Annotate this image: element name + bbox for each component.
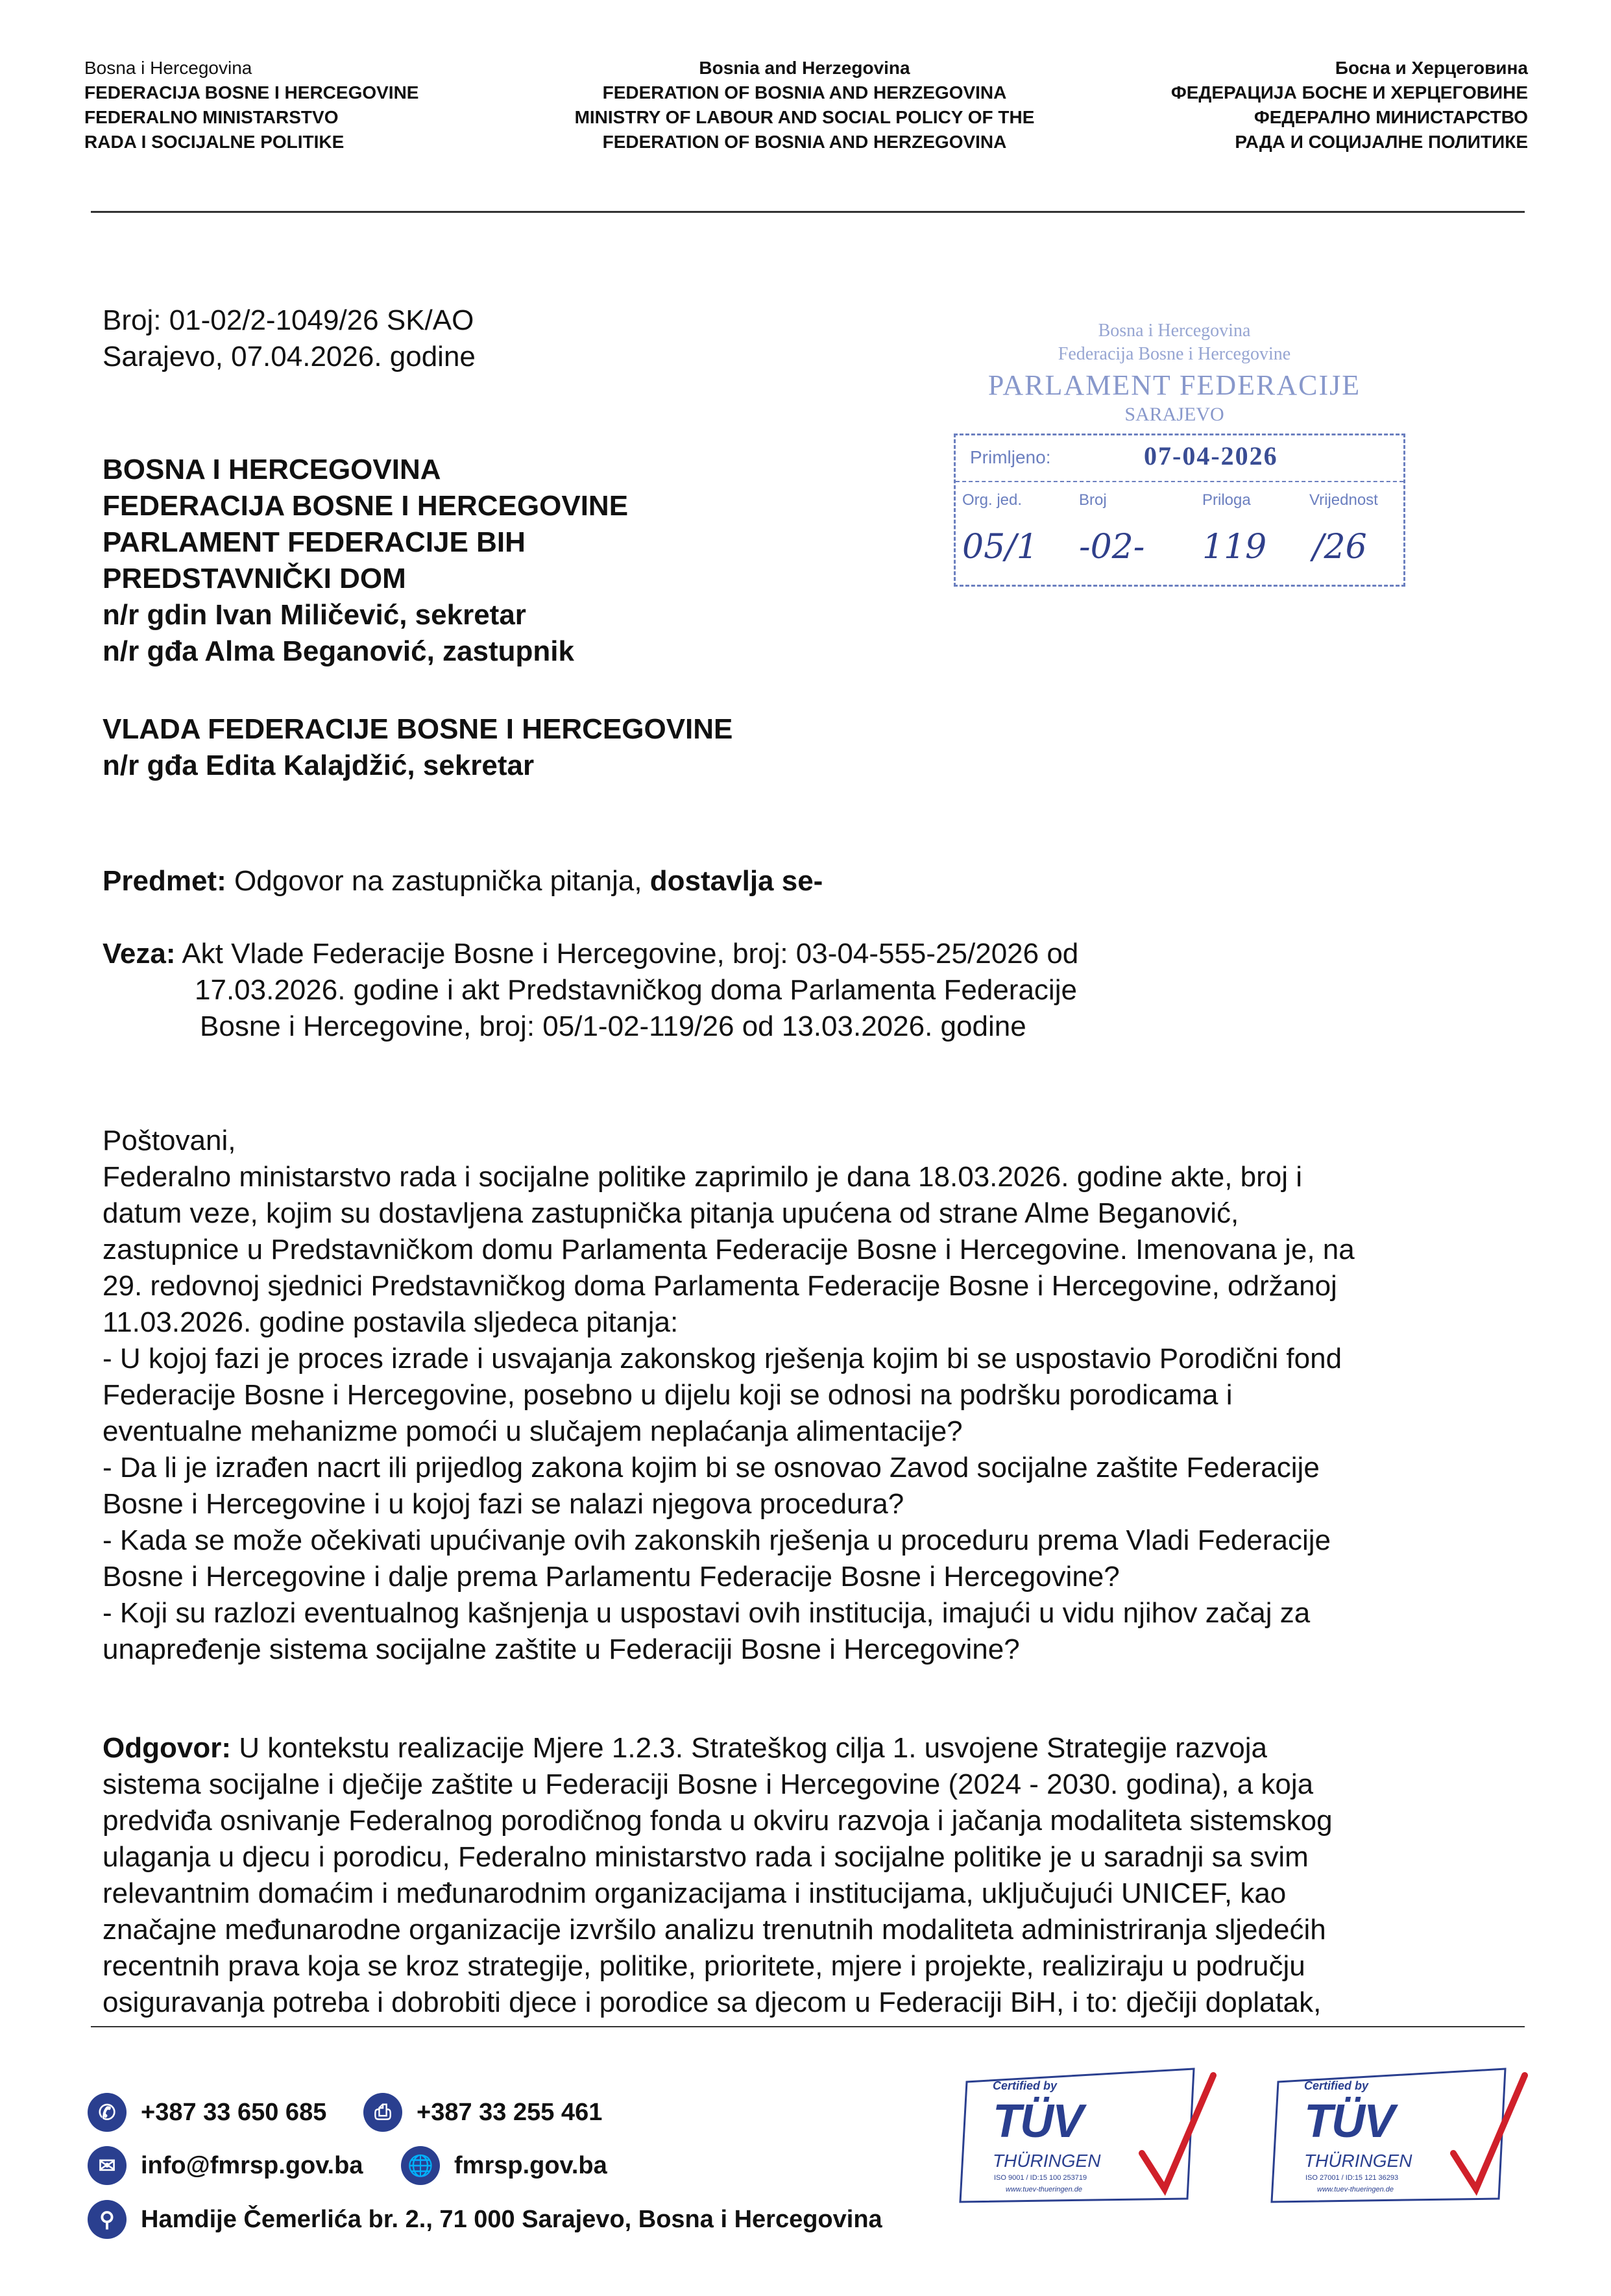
question-line: - Da li je izrađen nacrt ili prijedlog zakona kojim bi se osnovao Zavod socijalne zaštite Federacije (103, 1452, 1320, 1484)
answer-line: predviđa osnivanje Federalnog porodičnog fonda u okviru razvoja i jačanja modaliteta sistemskog (103, 1805, 1333, 1837)
recipients-group-1 (103, 452, 628, 670)
question-line: unapređenje sistema socijalne zaštite u Federaciji Bosne i Hercegovine? (103, 1633, 1020, 1665)
salutation: Poštovani, (103, 1125, 236, 1156)
header-center-line: FEDERATION OF BOSNIA AND HERZEGOVINA (602, 82, 1007, 103)
stamp-hand-broj: -02- (1079, 528, 1145, 567)
stamp-received-label: Primljeno: (970, 447, 1051, 467)
footer-phone-text: +387 33 650 685 (141, 2098, 327, 2126)
fax-icon: ⎙ (363, 2093, 402, 2132)
tuv-logo: TÜV (1304, 2095, 1394, 2147)
intro-line: Federalno ministarstvo rada i socijalne politike zaprimilo je dana 18.03.2026. godine akte, broj i (103, 1161, 1303, 1193)
footer-divider (91, 2026, 1525, 2027)
header-center-line: MINISTRY OF LABOUR AND SOCIAL POLICY OF THE (574, 107, 1035, 127)
header-left-line: RADA I SOCIJALNE POLITIKE (84, 132, 345, 152)
footer-address (88, 2200, 882, 2239)
intro-line: 11.03.2026. godine postavila sljedeca pitanja: (103, 1306, 679, 1338)
subject-label: Predmet: (103, 865, 226, 897)
parliament-stamp (947, 318, 1401, 591)
recipient-line: FEDERACIJA BOSNE I HERCEGOVINE (103, 490, 629, 522)
recipient-line: n/r gđa Edita Kalajdžić, sekretar (103, 750, 535, 781)
subject-bold: dostavlja se- (649, 865, 823, 897)
footer-fax (363, 2093, 602, 2132)
veza-line: Bosne i Hercegovine, broj: 05/1-02-119/26 od 13.03.2026. godine (200, 1010, 1026, 1042)
stamp-col-vrijednost: Vrijednost (1309, 491, 1378, 509)
footer-address-text: Hamdije Čemerlića br. 2., 71 000 Sarajevo, Bosna i Hercegovina (141, 2205, 882, 2233)
location-pin-icon: ⚲ (88, 2200, 127, 2239)
subject-line (103, 863, 823, 899)
cert-name: THÜRINGEN (1304, 2151, 1412, 2171)
cert-top: Certified by (993, 2079, 1058, 2092)
question-line: - Koji su razlozi eventualnog kašnjenja u uspostavi ovih institucija, imajući u vidu njihov začaj za (103, 1597, 1311, 1629)
tuv-badge-graphic (1259, 2056, 1531, 2212)
footer-web-text[interactable]: fmrsp.gov.ba (454, 2151, 607, 2179)
globe-icon: 🌐 (401, 2146, 440, 2185)
answer-line: osiguravanja potreba i dobrobiti djece i porodice sa djecom u Federaciji BiH, i to: dječiji doplatak, (103, 1986, 1322, 2018)
answer-line: ulaganja u djecu i porodicu, Federalno ministarstvo rada i socijalne politike je u saradnji sa svim (103, 1841, 1309, 1873)
reference-number: Broj: 01-02/2-1049/26 SK/AO (103, 304, 474, 336)
question-line: Bosne i Hercegovine i u kojoj fazi se nalazi njegova procedura? (103, 1488, 904, 1520)
answer-label: Odgovor: (103, 1732, 231, 1764)
header-right-line: ФЕДЕРАЦИЈА БОСНЕ И ХЕРЦЕГОВИНЕ (1170, 82, 1528, 103)
cert-top: Certified by (1304, 2079, 1369, 2092)
cert-url: www.tuev-thueringen.de (1006, 2186, 1083, 2193)
stamp-received-date: 07-04-2026 (1144, 441, 1278, 470)
header-center-line: Bosnia and Herzegovina (699, 58, 910, 78)
header-left-line: Bosna i Hercegovina (84, 58, 252, 78)
cert-url: www.tuev-thueringen.de (1317, 2186, 1394, 2193)
answer-line: recentnih prava koja se kroz strategije, politike, prioritete, mjere i projekte, realiziraju u području (103, 1950, 1305, 1982)
recipient-line: n/r gđa Alma Beganović, zastupnik (103, 635, 574, 667)
reference-block (103, 302, 476, 375)
question-line: Federacije Bosne i Hercegovine, posebno u dijelu koji se odnosi na podršku porodicama i (103, 1379, 1233, 1411)
answer-paragraph (103, 1730, 1517, 2021)
intro-line: zastupnice u Predstavničkom domu Parlamenta Federacije Bosne i Hercegovine. Imenovana je, na (103, 1234, 1355, 1265)
recipient-line: VLADA FEDERACIJE BOSNE I HERCEGOVINE (103, 713, 733, 745)
header-left (84, 56, 418, 154)
subject-text: Odgovor na zastupnička pitanja, (226, 865, 650, 897)
intro-paragraph (103, 1159, 1517, 1668)
recipients-group-2 (103, 711, 733, 784)
question-line: - Kada se može očekivati upućivanje ovih zakonskih rješenja u proceduru prema Vladi Federacije (103, 1524, 1331, 1556)
footer-email-text[interactable]: info@fmrsp.gov.ba (141, 2151, 363, 2179)
header-right-line: ФЕДЕРАЛНО МИНИСТАРСТВО (1254, 107, 1528, 127)
tuv-badge-graphic (947, 2056, 1220, 2212)
cert-name: THÜRINGEN (993, 2151, 1101, 2171)
recipient-line: PARLAMENT FEDERACIJE BIH (103, 526, 526, 558)
stamp-line: SARAJEVO (1124, 404, 1224, 425)
header-left-line: FEDERALNO MINISTARSTVO (84, 107, 339, 127)
header-divider (91, 211, 1525, 213)
cert-iso: ISO 9001 / ID:15 100 253719 (994, 2174, 1087, 2182)
stamp-col-priloga: Priloga (1202, 491, 1251, 509)
footer-fax-text: +387 33 255 461 (417, 2098, 603, 2126)
header-center-line: FEDERATION OF BOSNIA AND HERZEGOVINA (602, 132, 1007, 152)
intro-line: datum veze, kojim su dostavljena zastupnička pitanja upućena od strane Alme Beganović, (103, 1197, 1239, 1229)
intro-line: 29. redovnoj sjednici Predstavničkog doma Parlamenta Federacije Bosne i Hercegovine, održanoj (103, 1270, 1337, 1302)
question-line: eventualne mehanizme pomoći u slučajem neplaćanja alimentacije? (103, 1415, 963, 1447)
answer-line: relevantnim domaćim i međunarodnim organizacijama i institucijama, uključujući UNICEF, kao (103, 1877, 1287, 1909)
stamp-handwritten-row (956, 520, 1403, 582)
stamp-columns-row (956, 481, 1403, 520)
phone-icon: ✆ (88, 2093, 127, 2132)
question-line: Bosne i Hercegovine i dalje prema Parlamentu Federacije Bosne i Hercegovine? (103, 1561, 1120, 1593)
question-line: - U kojoj fazi je proces izrade i usvajanja zakonskog rješenja kojim bi se uspostavio Porodični fond (103, 1343, 1342, 1374)
stamp-line: Federacija Bosne i Hercegovine (1058, 344, 1291, 364)
veza-line: 17.03.2026. godine i akt Predstavničkog doma Parlamenta Federacije (195, 974, 1077, 1006)
answer-line: U kontekstu realizacije Mjere 1.2.3. Strateškog cilja 1. usvojene Strategije razvoja (230, 1732, 1267, 1764)
stamp-hand-org: 05/1 (962, 528, 1038, 567)
recipient-line: n/r gdin Ivan Miličević, sekretar (103, 599, 526, 631)
cert-iso: ISO 27001 / ID:15 121 36293 (1305, 2174, 1399, 2182)
header-center (539, 56, 1071, 154)
header-right-line: РАДА И СОЦИЈАЛНЕ ПОЛИТИКЕ (1235, 132, 1528, 152)
footer-email (88, 2146, 363, 2185)
stamp-line: Bosna i Hercegovina (1098, 321, 1251, 341)
veza-line: Akt Vlade Federacije Bosne i Hercegovine, broj: 03-04-555-25/2026 od (175, 938, 1079, 970)
footer-web (401, 2146, 607, 2185)
reference-link-block (103, 936, 1078, 1045)
reference-date: Sarajevo, 07.04.2026. godine (103, 341, 476, 372)
email-icon: ✉ (88, 2146, 127, 2185)
header-left-line: FEDERACIJA BOSNE I HERCEGOVINE (84, 82, 419, 103)
tuv-logo: TÜV (993, 2095, 1082, 2147)
recipient-line: PREDSTAVNIČKI DOM (103, 563, 406, 594)
header-right (1171, 56, 1528, 154)
veza-label: Veza: (103, 938, 176, 970)
stamp-hand-priloga: 119 (1202, 528, 1267, 567)
stamp-line: PARLAMENT FEDERACIJE (987, 369, 1361, 401)
stamp-box (954, 434, 1405, 587)
stamp-col-org: Org. jed. (962, 491, 1023, 509)
answer-line: značajne međunarodne organizacije izvršilo analizu trenutnih modaliteta administriranja sljedećih (103, 1914, 1326, 1946)
recipient-line: BOSNA I HERCEGOVINA (103, 454, 441, 485)
stamp-hand-vrijednost: /26 (1313, 528, 1367, 567)
answer-line: sistema socijalne i dječije zaštite u Federaciji Bosne i Hercegovine (2024 - 2030. godina), a koja (103, 1768, 1314, 1800)
footer-phone (88, 2093, 326, 2132)
stamp-col-broj: Broj (1079, 491, 1107, 509)
tuv-certificate-9001 (947, 2056, 1220, 2212)
stamp-received-row (956, 435, 1403, 482)
header-right-line: Босна и Херцеговина (1335, 58, 1528, 78)
tuv-certificate-27001 (1259, 2056, 1531, 2212)
